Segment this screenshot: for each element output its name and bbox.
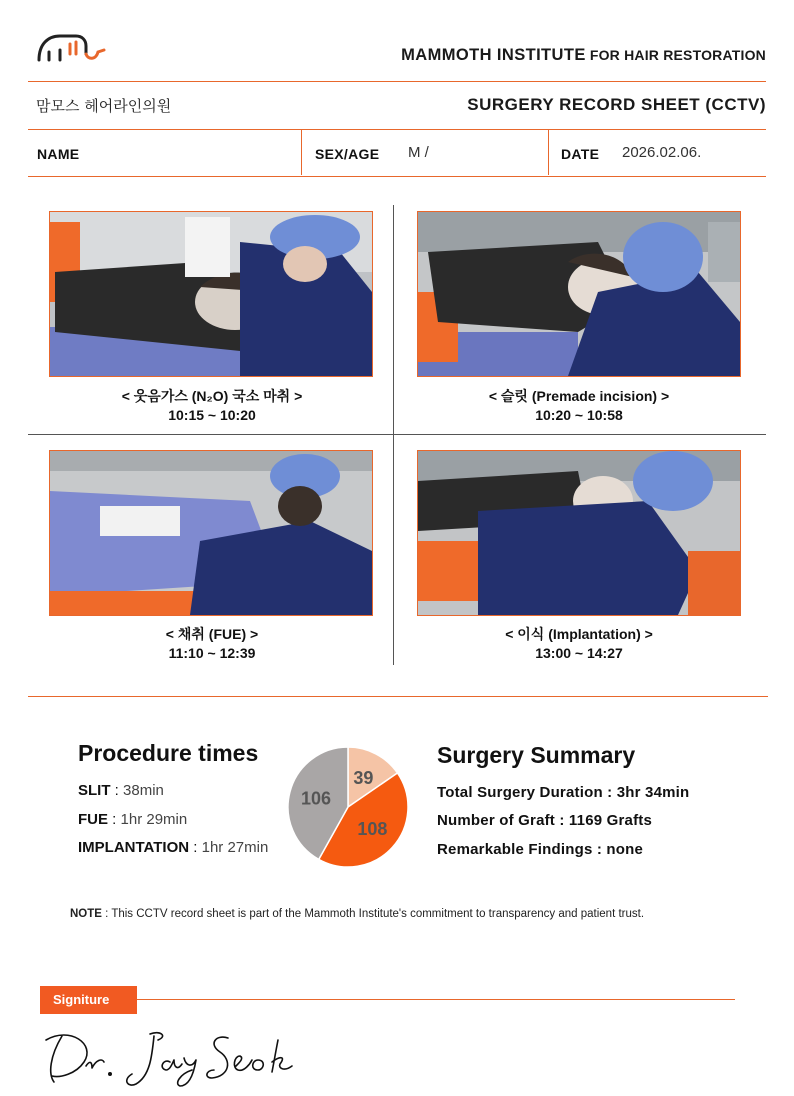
patient-info-row (28, 130, 766, 175)
step-time: 10:20 ~ 10:58 (535, 407, 623, 423)
step-caption (396, 625, 762, 663)
surgery-summary-title: Surgery Summary (437, 742, 636, 768)
procedure-times-title: Procedure times (78, 740, 259, 766)
name-label: NAME (37, 146, 80, 162)
divider (548, 130, 549, 175)
procedure-label: IMPLANTATION (78, 839, 190, 856)
step-caption (29, 625, 395, 663)
procedure-time-pie-chart (287, 746, 409, 868)
clinic-name-korean: 맘모스 헤어라인의원 (36, 97, 172, 115)
cctv-photo-implantation (417, 450, 741, 616)
divider (28, 81, 766, 82)
note-label: NOTE (70, 908, 102, 920)
mammoth-logo-icon (36, 30, 108, 66)
step-time: 11:10 ~ 12:39 (168, 645, 256, 661)
step-caption (396, 387, 762, 425)
date-value: 2026.02.06. (622, 144, 702, 161)
procedure-value: 1hr 27min (201, 839, 269, 856)
procedure-label: SLIT (78, 782, 111, 799)
step-caption (29, 387, 395, 425)
divider (301, 130, 302, 175)
procedure-time-item: FUE : 1hr 29min (78, 811, 188, 828)
step-title: < 이식 (Implantation) > (505, 626, 653, 642)
signature-badge: Signiture (40, 986, 137, 1014)
sex-age-value: M / (408, 144, 429, 161)
summary-grafts: Number of Graft : 1169 Grafts (437, 812, 653, 829)
procedure-value: 38min (123, 782, 164, 799)
date-label: DATE (561, 146, 600, 162)
grid-divider-horizontal (28, 434, 766, 435)
procedure-time-item: SLIT : 38min (78, 782, 164, 799)
note-text: : This CCTV record sheet is part of the Mammoth Institute's commitment to transparency and patient trust. (101, 908, 645, 920)
step-title: < 슬릿 (Premade incision) > (488, 388, 670, 404)
summary-duration: Total Surgery Duration : 3hr 34min (437, 784, 690, 801)
procedure-label: FUE (78, 811, 108, 828)
divider (28, 176, 766, 177)
handwritten-signature (40, 1026, 300, 1088)
pie-label-slit: 39 (353, 767, 374, 788)
sheet-title: SURGERY RECORD SHEET (CCTV) (467, 95, 766, 114)
signature-line (137, 999, 735, 1000)
step-title: < 웃음가스 (N₂O) 국소 마취 > (121, 388, 303, 404)
step-title: < 채취 (FUE) > (165, 626, 259, 642)
cctv-photo-slit (417, 211, 741, 377)
grid-divider-vertical (393, 205, 394, 665)
pie-label-fue: 108 (357, 819, 388, 840)
cctv-photo-fue (49, 450, 373, 616)
note (70, 908, 644, 920)
step-time: 13:00 ~ 14:27 (535, 645, 623, 661)
procedure-time-item: IMPLANTATION : 1hr 27min (78, 839, 269, 856)
sex-age-label: SEX/AGE (315, 146, 380, 162)
cctv-photo-anesthesia (49, 211, 373, 377)
summary-findings: Remarkable Findings : none (437, 841, 644, 858)
pie-label-implantation: 106 (301, 788, 332, 809)
step-time: 10:15 ~ 10:20 (168, 407, 256, 423)
brand-name: MAMMOTH INSTITUTE FOR HAIR RESTORATION (401, 46, 766, 64)
divider (28, 696, 768, 697)
procedure-value: 1hr 29min (120, 811, 188, 828)
